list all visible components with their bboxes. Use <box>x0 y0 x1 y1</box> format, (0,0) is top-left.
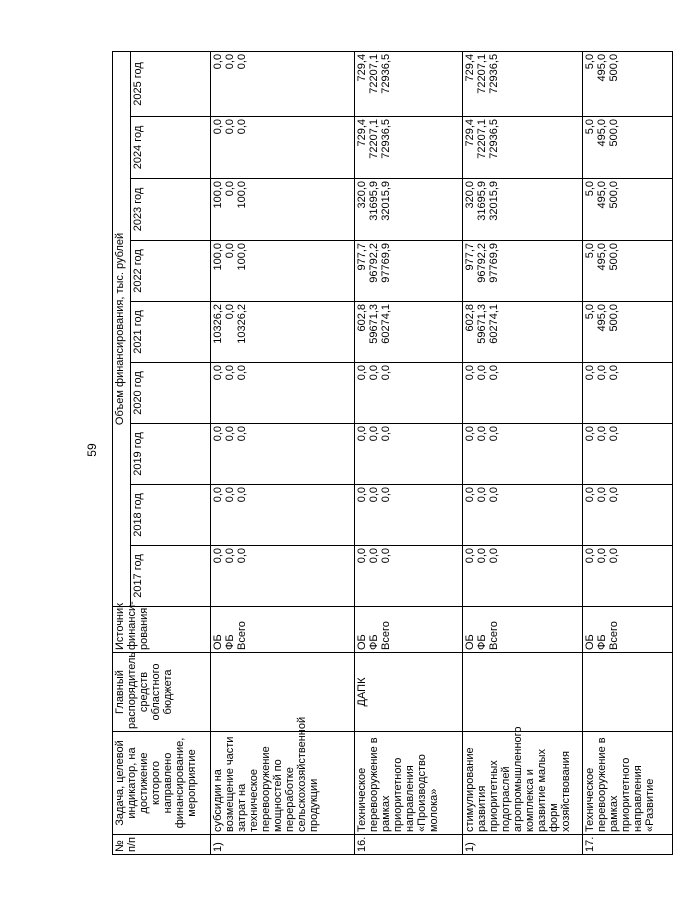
table-row <box>355 51 463 854</box>
source-label: ФБ <box>368 634 380 650</box>
value: 0,0 <box>596 426 608 442</box>
value: 10326,2 <box>236 304 248 344</box>
value: 0,0 <box>224 365 236 381</box>
table-row <box>583 51 673 854</box>
value-cell <box>211 179 355 241</box>
value: 72936,5 <box>380 53 392 94</box>
value: 0,0 <box>356 365 368 381</box>
value-cell <box>463 179 583 241</box>
row-admin: ДАПК <box>355 653 463 732</box>
value: 0,0 <box>236 53 248 70</box>
value-cell <box>211 485 355 546</box>
value: 0,0 <box>236 548 248 564</box>
value: 0,0 <box>476 487 488 503</box>
value: 72207,1 <box>368 53 380 94</box>
value: 0,0 <box>212 119 224 135</box>
value: 31695,9 <box>476 181 488 221</box>
value: 100,0 <box>212 181 224 209</box>
row-task: Техническое перевооружение в рамках приоритетного направления «Развитие <box>583 732 673 835</box>
value: 0,0 <box>236 365 248 381</box>
value: 5,0 <box>584 53 596 70</box>
source-label: Всего <box>488 621 500 650</box>
value: 977,7 <box>464 243 476 271</box>
value-cell <box>463 117 583 179</box>
value: 0,0 <box>488 548 500 564</box>
value: 72207,1 <box>476 53 488 94</box>
value: 500,0 <box>608 181 620 209</box>
row-task: стимулирование развития приоритетных подотраслей агропромышленного комплекса и развитие малых форм хозяйствования <box>463 732 583 835</box>
value: 5,0 <box>584 181 596 197</box>
value: 602,8 <box>464 304 476 332</box>
value-cell <box>355 179 463 241</box>
header-year: 2022 год <box>131 241 211 302</box>
page-number: 59 <box>85 443 99 457</box>
value: 729,4 <box>464 119 476 147</box>
header-year: 2019 год <box>131 424 211 485</box>
value: 100,0 <box>236 243 248 271</box>
value: 500,0 <box>608 119 620 147</box>
row-task: субсидии на возмещение части затрат на техническое перевооружение мощностей по переработке сельскохозяйственной продукции <box>211 732 355 835</box>
value: 97769,9 <box>488 243 500 283</box>
value: 59671,3 <box>476 304 488 344</box>
value: 100,0 <box>236 181 248 209</box>
source-label: ОБ <box>356 634 368 650</box>
header-year: 2017 год <box>131 546 211 607</box>
value: 729,4 <box>356 53 368 82</box>
header-source: Источник финанси-рования <box>113 607 211 653</box>
source-label: ОБ <box>212 634 224 650</box>
value: 0,0 <box>212 365 224 381</box>
value: 31695,9 <box>368 181 380 221</box>
value: 0,0 <box>488 365 500 381</box>
value: 729,4 <box>356 119 368 147</box>
value-cell <box>355 117 463 179</box>
value: 0,0 <box>476 548 488 564</box>
value-cell <box>211 302 355 363</box>
source-label: ФБ <box>224 634 236 650</box>
value-cell <box>211 424 355 485</box>
value-cell <box>463 241 583 302</box>
header-volume: Объем финансирования, тыс. рублей <box>113 51 131 606</box>
value: 72207,1 <box>368 119 380 159</box>
row-sources <box>355 607 463 653</box>
row-sources <box>463 607 583 653</box>
value: 32015,9 <box>488 181 500 221</box>
value: 495,0 <box>596 53 608 82</box>
value: 60274,1 <box>488 304 500 344</box>
table-row <box>211 51 355 854</box>
rotated-table-container <box>112 52 656 855</box>
value-cell <box>463 424 583 485</box>
header-num: № п/п <box>113 835 211 855</box>
header-admin: Главный распорядитель средств областного бюджета <box>113 653 211 732</box>
value: 0,0 <box>224 426 236 442</box>
value: 0,0 <box>224 53 236 70</box>
value: 729,4 <box>464 53 476 82</box>
value-cell <box>355 424 463 485</box>
source-label: ОБ <box>464 634 476 650</box>
row-admin <box>463 653 583 732</box>
value: 5,0 <box>584 304 596 320</box>
value-cell <box>583 485 673 546</box>
value: 495,0 <box>596 243 608 271</box>
value: 0,0 <box>224 119 236 135</box>
value: 0,0 <box>464 426 476 442</box>
row-sources <box>583 607 673 653</box>
header-year: 2023 год <box>131 179 211 241</box>
value: 0,0 <box>488 426 500 442</box>
row-number: 17. <box>583 835 673 855</box>
value: 0,0 <box>380 548 392 564</box>
value: 0,0 <box>608 365 620 381</box>
value: 59671,3 <box>368 304 380 344</box>
value: 0,0 <box>224 548 236 564</box>
value: 0,0 <box>368 426 380 442</box>
value: 0,0 <box>212 426 224 442</box>
row-admin <box>211 653 355 732</box>
value: 0,0 <box>236 426 248 442</box>
value: 0,0 <box>464 365 476 381</box>
value: 100,0 <box>212 243 224 271</box>
value-cell <box>355 302 463 363</box>
value-cell <box>583 546 673 607</box>
value: 0,0 <box>368 365 380 381</box>
header-year: 2020 год <box>131 363 211 424</box>
value: 72936,5 <box>488 53 500 94</box>
value: 0,0 <box>380 487 392 503</box>
header-task: Задача, целевой индикатор, на достижение которого направлено финансирование, мероприятие <box>113 732 211 835</box>
value: 0,0 <box>476 426 488 442</box>
value: 0,0 <box>596 548 608 564</box>
value: 320,0 <box>464 181 476 209</box>
value: 0,0 <box>380 426 392 442</box>
value: 0,0 <box>464 487 476 503</box>
value: 72207,1 <box>476 119 488 159</box>
value: 5,0 <box>584 119 596 135</box>
financing-table <box>112 51 673 855</box>
header-year: 2024 год <box>131 117 211 179</box>
value: 320,0 <box>356 181 368 209</box>
value-cell <box>583 117 673 179</box>
value: 0,0 <box>224 304 236 320</box>
source-label: Всего <box>380 621 392 650</box>
value: 0,0 <box>368 487 380 503</box>
value: 96792,2 <box>368 243 380 283</box>
source-label: ФБ <box>476 634 488 650</box>
value-cell <box>355 51 463 116</box>
value: 5,0 <box>584 243 596 259</box>
source-label: ОБ <box>584 634 596 650</box>
value: 0,0 <box>212 53 224 70</box>
value: 500,0 <box>608 53 620 82</box>
value: 0,0 <box>584 426 596 442</box>
value-cell <box>463 485 583 546</box>
value-cell <box>463 363 583 424</box>
header-year: 2025 год <box>131 51 211 116</box>
row-number: 16. <box>355 835 463 855</box>
table-wrapper <box>112 52 656 855</box>
value: 0,0 <box>356 548 368 564</box>
value-cell <box>211 117 355 179</box>
value-cell <box>355 546 463 607</box>
value: 0,0 <box>608 426 620 442</box>
value: 0,0 <box>584 365 596 381</box>
value-cell <box>463 51 583 116</box>
value-cell <box>583 302 673 363</box>
value: 0,0 <box>608 548 620 564</box>
value: 0,0 <box>596 487 608 503</box>
source-label: ФБ <box>596 634 608 650</box>
value: 0,0 <box>236 119 248 135</box>
value: 495,0 <box>596 119 608 147</box>
value: 602,8 <box>356 304 368 332</box>
value-cell <box>355 485 463 546</box>
value: 0,0 <box>584 548 596 564</box>
value: 0,0 <box>236 487 248 503</box>
source-label: Всего <box>236 621 248 650</box>
value: 0,0 <box>224 487 236 503</box>
row-admin <box>583 653 673 732</box>
source-label: Всего <box>608 621 620 650</box>
header-year: 2018 год <box>131 485 211 546</box>
header-year: 2021 год <box>131 302 211 363</box>
value-cell <box>583 363 673 424</box>
value: 97769,9 <box>380 243 392 283</box>
value: 0,0 <box>608 487 620 503</box>
value: 0,0 <box>356 487 368 503</box>
value-cell <box>355 241 463 302</box>
value-cell <box>583 51 673 116</box>
value: 60274,1 <box>380 304 392 344</box>
value: 977,7 <box>356 243 368 271</box>
value: 0,0 <box>212 487 224 503</box>
value: 0,0 <box>488 487 500 503</box>
row-number: 1) <box>463 835 583 855</box>
value-cell <box>583 424 673 485</box>
value-cell <box>463 546 583 607</box>
value: 0,0 <box>596 365 608 381</box>
value: 0,0 <box>224 243 236 259</box>
value-cell <box>211 241 355 302</box>
value: 72936,5 <box>380 119 392 159</box>
value: 0,0 <box>476 365 488 381</box>
value: 0,0 <box>464 548 476 564</box>
value: 72936,5 <box>488 119 500 159</box>
value: 96792,2 <box>476 243 488 283</box>
value: 0,0 <box>224 181 236 197</box>
value-cell <box>583 179 673 241</box>
value-cell <box>211 363 355 424</box>
value-cell <box>463 302 583 363</box>
value: 10326,2 <box>212 304 224 344</box>
row-number: 1) <box>211 835 355 855</box>
value: 32015,9 <box>380 181 392 221</box>
value: 500,0 <box>608 304 620 332</box>
value: 495,0 <box>596 304 608 332</box>
value-cell <box>583 241 673 302</box>
table-row <box>463 51 583 854</box>
value: 0,0 <box>212 548 224 564</box>
value-cell <box>211 51 355 116</box>
value: 0,0 <box>380 365 392 381</box>
row-task: Техническое перевооружение в рамках приоритетного направления «Производство молока» <box>355 732 463 835</box>
value: 0,0 <box>368 548 380 564</box>
value: 500,0 <box>608 243 620 271</box>
value: 495,0 <box>596 181 608 209</box>
value: 0,0 <box>356 426 368 442</box>
value: 0,0 <box>584 487 596 503</box>
value-cell <box>211 546 355 607</box>
value-cell <box>355 363 463 424</box>
row-sources <box>211 607 355 653</box>
